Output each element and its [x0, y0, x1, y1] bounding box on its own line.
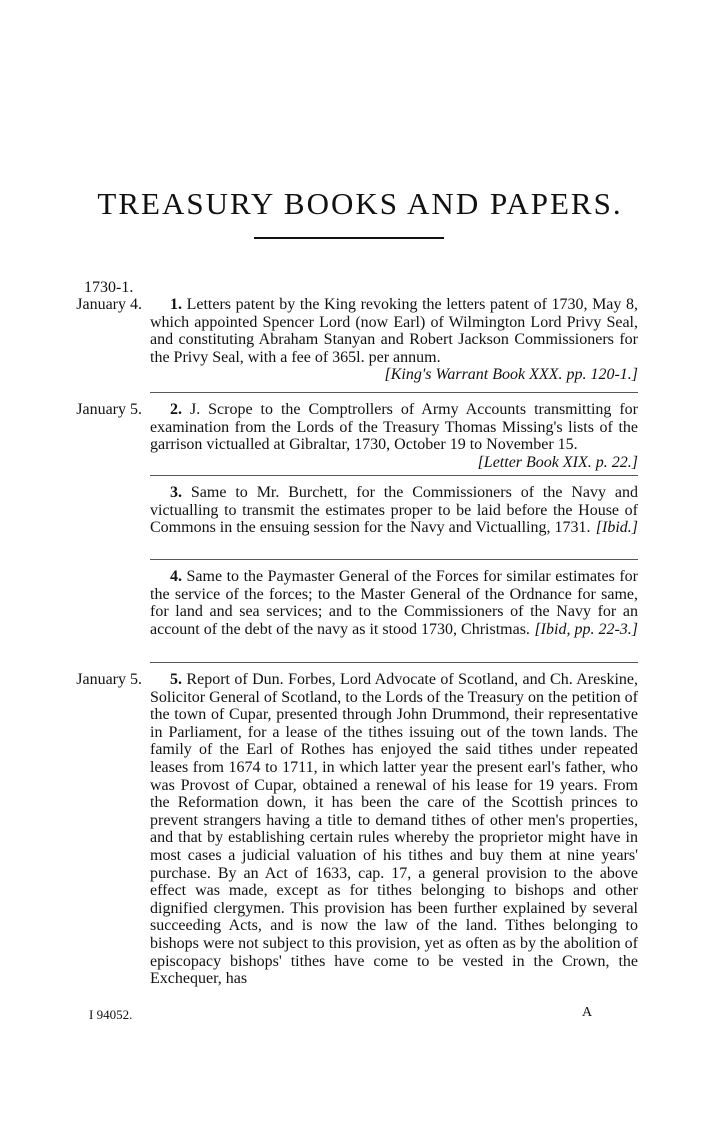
- entry-separator: [150, 392, 638, 393]
- entry-reference: [Ibid, pp. 22-3.]: [534, 620, 638, 638]
- entry-reference: [Ibid.]: [595, 519, 638, 537]
- entry-2: [150, 401, 638, 471]
- entry-1: [150, 296, 638, 384]
- entry-separator: [150, 662, 638, 663]
- entry-text: Same to the Paymaster General of the Forces for similar estimates for the service of the forces; to the Master General of the Ordnance for same, for land and sea services; and to the Commissioners of the Navy for an account of the debt of the navy as it stood 1730, Christmas.: [150, 568, 639, 638]
- entry-5: [150, 671, 638, 988]
- entry-number: 1.: [170, 296, 182, 313]
- entry-text: Letters patent by the King revoking the letters patent of 1730, May 8, which appointed Spencer Lord (now Earl) of Wilmington Lord Privy Seal, and constituting Abraham Stanyan and Robert Jackson Commissioners for the Privy Seal, with a fee of 365l. per annum.: [150, 296, 639, 366]
- entry-reference: [King's Warrant Book XXX. pp. 120-1.]: [384, 366, 638, 384]
- entry-date: January 4.: [76, 296, 142, 313]
- entry-date: January 5.: [76, 671, 142, 688]
- page-title: TREASURY BOOKS AND PAPERS.: [97, 186, 623, 221]
- entry-number: 5.: [170, 671, 182, 688]
- footer-signature-mark: A: [582, 1005, 593, 1020]
- entry-number: 2.: [170, 401, 182, 418]
- entry-3: [150, 484, 638, 537]
- year-label: 1730-1.: [84, 279, 134, 296]
- footer-sheet-number: I 94052.: [89, 1007, 133, 1022]
- entry-date: January 5.: [76, 401, 142, 418]
- entry-text: J. Scrope to the Comptrollers of Army Accounts transmitting for examination from the Lords of the Treasury Thomas Missing's lists of the garrison victualled at Gibraltar, 1730, October 19 to November 15.: [150, 401, 639, 454]
- entry-separator: [150, 559, 638, 560]
- entry-4: [150, 568, 638, 638]
- entry-number: 3.: [170, 484, 182, 501]
- title-rule: [254, 237, 444, 239]
- entry-text: Same to Mr. Burchett, for the Commissioners of the Navy and victualling to transmit the estimates proper to be laid before the House of Commons in the ensuing session for the Navy and Victualling, 1731.: [150, 484, 639, 537]
- entry-number: 4.: [170, 568, 182, 585]
- entry-reference: [Letter Book XIX. p. 22.]: [477, 453, 638, 471]
- entry-text: Report of Dun. Forbes, Lord Advocate of Scotland, and Ch. Areskine, Solicitor General of Scotland, to the Lords of the Treasury on the petition of the town of Cupar, presented through John Drummond, their representative in Parliament, for a lease of the tithes issuing out of the town lands. The family of the Earl of Rothes has enjoyed the said tithes under repeated leases from 1674 to 1711, in which latter year the present earl's father, who was Provost of Cupar, obtained a renewal of his lease for 19 years. From the Reformation down, it has been the care of the Scottish princes to prevent strangers having a title to demand tithes of other men's properties, and that by establishing certain rules whereby the proprietor might have in most cases a judicial valuation of his tithes and buy them at nine years' purchase. By an Act of 1633, cap. 17, a general provision to the above effect was made, except as for tithes belonging to bishops and other dignified clergymen. This provision has been further explained by several succeeding Acts, and is now the law of the land. Tithes belonging to bishops were not subject to this provision, yet as often as by the abolition of episcopacy bishops' tithes have come to be vested in the Crown, the Exchequer, has: [150, 671, 639, 988]
- entry-separator: [150, 475, 638, 476]
